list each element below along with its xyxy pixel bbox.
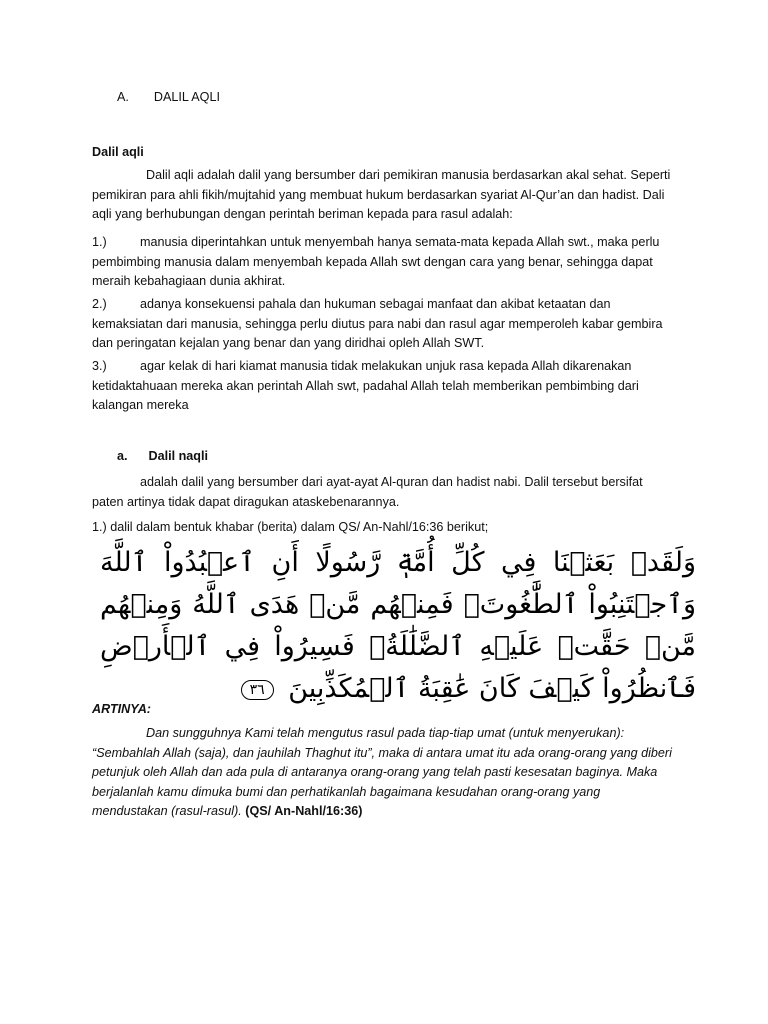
section-b-heading: [117, 447, 697, 467]
ayah-number-mark: ٣٦: [241, 680, 274, 700]
aqli-point-1: [92, 233, 672, 292]
arabic-verse-text: وَلَقَدۡ بَعَثۡنَا فِي كُلِّ أُمَّةٖ رَّسُولًا أَنِ ٱعۡبُدُواْ ٱللَّهَ وَٱجۡتَنِبُواْ ٱلطَّٰغُوتَۖ فَمِنۡهُم مَّنۡ هَدَى ٱللَّهُ وَمِنۡهُم مَّنۡ حَقَّتۡ عَلَيۡهِ ٱلضَّلَٰلَةُۚ فَسِيرُواْ فِي ٱلۡأَرۡضِ فَٱنظُرُواْ كَيۡفَ كَانَ عَٰقِبَةُ ٱلۡمُكَذِّبِينَ: [100, 547, 696, 704]
section-b-marker: a.: [117, 449, 128, 463]
dalil-aqli-subheading: Dalil aqli: [92, 145, 144, 159]
aqli-point-3-text: agar kelak di hari kiamat manusia tidak melakukan unjuk rasa kepada Allah dikarenakan ketidaktahuaan mereka akan perintah Allah swt, padahal Allah telah memberikan pembimbing dari kalangan mereka: [92, 359, 639, 412]
dalil-aqli-intro: Dalil aqli adalah dalil yang bersumber dari pemikiran manusia berdasarkan akal sehat. Seperti pemikiran para ahli fikih/mujtahid yang membuat hukum berdasarkan syariat Al-Qur’an dan hadist. Dali aqli yang berhubungan dengan perintah beriman kepada para rasul adalah:: [92, 168, 671, 221]
naqli-reference-line: 1.) dalil dalam bentuk khabar (berita) dalam QS/ An-Nahl/16:36 berikut;: [92, 520, 489, 534]
quran-verse-arabic: [100, 542, 696, 704]
artinya-label: ARTINYA:: [92, 702, 152, 716]
verse-translation: [92, 724, 672, 822]
aqli-point-2-number: 2.): [92, 297, 107, 311]
section-a-marker: A.: [117, 90, 129, 104]
aqli-point-1-text: manusia diperintahkan untuk menyembah hanya semata-mata kepada Allah swt., maka perlu pembimbing manusia dalam menyembah kepada Allah swt dengan cara yang benar, sehingga dapat meraih kebahagiaan dunia akhirat.: [92, 235, 660, 288]
aqli-point-3: [92, 357, 672, 416]
aqli-point-3-number: 3.): [92, 359, 107, 373]
translation-reference: (QS/ An-Nahl/16:36): [245, 804, 363, 818]
dalil-naqli-intro: adalah dalil yang bersumber dari ayat-ayat Al-quran dan hadist nabi. Dalil tersebut bersifat paten artinya tidak dapat diragukan ataskebenarannya.: [92, 475, 643, 509]
aqli-point-2-text: adanya konsekuensi pahala dan hukuman sebagai manfaat dan akibat ketaatan dan kemaksiatan dari manusia, sehingga perlu diutus para nabi dan rasul agar memperoleh kabar gembira dan peringatan kejalan yang benar dan yang diridhai opleh Allah SWT.: [92, 297, 663, 350]
section-a-title: DALIL AQLI: [153, 90, 220, 104]
aqli-point-1-number: 1.): [92, 235, 107, 249]
section-a-heading: [117, 88, 697, 108]
aqli-point-2: [92, 295, 672, 354]
translation-text: Dan sungguhnya Kami telah mengutus rasul pada tiap-tiap umat (untuk menyerukan): “Sembahlah Allah (saja), dan jauhilah Thaghut itu”, maka di antara umat itu ada orang-orang yang diberi petunjuk oleh Allah dan ada pula di antaranya orang-orang yang telah pasti kesesatan baginya. Maka berjalanlah kamu dimuka bumi dan perhatikanlah bagaimana kesudahan orang-orang yang mendustakan (rasul-rasul).: [92, 726, 672, 818]
section-b-title: Dalil naqli: [148, 449, 208, 463]
